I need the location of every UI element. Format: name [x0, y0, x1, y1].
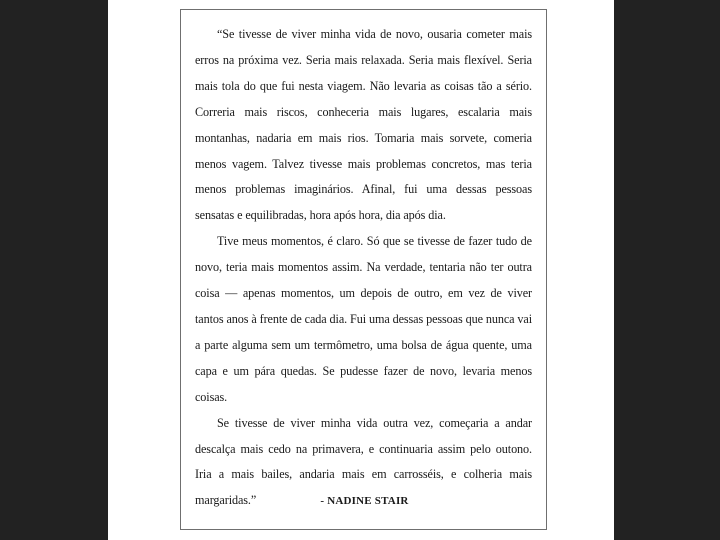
quote-body — [195, 22, 532, 514]
quote-paragraph-2: Tive meus momentos, é claro. Só que se tivesse de fazer tudo de novo, teria mais momentos assim. Na verdade, tentaria não ter outra coisa — apenas momentos, um depois de outro, em vez de viver tantos anos à frente de cada dia. Fui uma dessas pessoas que nunca vai a parte alguma sem um termômetro, uma bolsa de água quente, uma capa e um pára quedas. Se pudesse fazer de novo, levaria menos coisas. — [195, 234, 532, 404]
quote-paragraph-3: Se tivesse de viver minha vida outra vez, começaria a andar descalça mais cedo na primavera, e continuaria assim pelo outono. Iria a mais bailes, andaria mais em carrosséis, e colheria mais margaridas.” — [195, 415, 532, 508]
quote-paragraph-1: “Se tivesse de viver minha vida de novo, ousaria cometer mais erros na próxima vez. Seria mais relaxada. Seria mais flexível. Seria mais tola do que fui nesta viagem. Não levaria as coisas tão a sério. Correria mais riscos, conheceria mais lugares, escalaria mais montanhas, nadaria em mais rios. Tomaria mais sorvete, comeria menos vagem. Talvez tivesse mais problemas concretos, mas teria menos problemas imaginários. Afinal, fui uma dessas pessoas sensatas e equilibradas, hora após hora, dia após dia. — [195, 27, 532, 223]
quote-document — [180, 9, 547, 530]
author-signature: - NADINE STAIR — [320, 495, 409, 507]
